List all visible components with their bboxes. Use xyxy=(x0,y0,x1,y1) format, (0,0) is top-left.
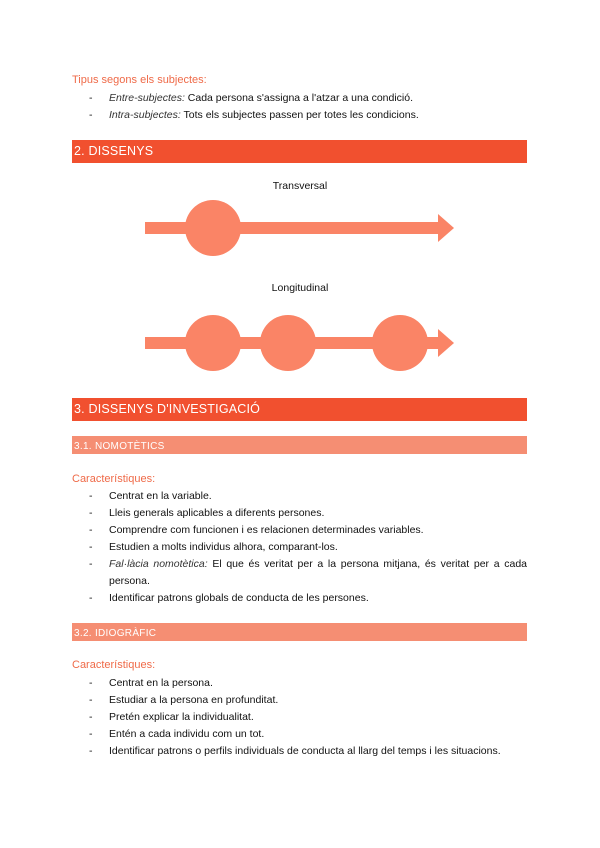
section-title: 3. DISSENYS D'INVESTIGACIÓ xyxy=(74,402,261,416)
list-term: Fal·làcia nomotètica: xyxy=(109,558,208,570)
subsection-header-nomotetics xyxy=(72,436,527,454)
list-dash: - xyxy=(89,109,93,121)
list-item: - Fal·làcia nomotètica: El que és veritat per a la persona mitjana, és veritat per a cada persona. xyxy=(89,558,528,587)
measure-point xyxy=(260,315,316,371)
idiografic-heading: Característiques: xyxy=(72,659,156,671)
measure-point xyxy=(185,315,241,371)
list-item: - Centrat en la variable. xyxy=(89,490,212,502)
longitudinal-label: Longitudinal xyxy=(271,282,329,294)
list-item: - Centrat en la persona. xyxy=(89,677,213,689)
list-text: El que és veritat per a la persona mitjana, és veritat per a cada persona. xyxy=(109,558,528,587)
list-item: - Identificar patrons o perfils individuals de conducta al llarg del temps i les situacions. xyxy=(89,745,501,757)
list-text: Entén a cada individu com un tot. xyxy=(109,728,265,740)
list-term: Entre-subjectes: xyxy=(109,92,185,104)
list-item: - Comprendre com funcionen i es relacionen determinades variables. xyxy=(89,524,424,536)
subsection-title: 3.1. NOMOTÈTICS xyxy=(74,441,165,452)
section-header-dissenys xyxy=(72,140,527,163)
transversal-label: Transversal xyxy=(272,180,328,192)
section-title: 2. DISSENYS xyxy=(74,144,154,158)
nomotetics-heading: Característiques: xyxy=(72,473,156,485)
intro-list xyxy=(89,90,419,124)
list-text: Comprendre com funcionen i es relacionen determinades variables. xyxy=(109,524,424,536)
list-text: Centrat en la variable. xyxy=(109,490,212,502)
list-item: - Pretén explicar la individualitat. xyxy=(89,711,254,723)
arrow-head-icon xyxy=(438,214,454,242)
subsection-header-idiografic xyxy=(72,623,527,641)
list-text: Estudien a molts individus alhora, comparant-los. xyxy=(109,541,338,553)
transversal-diagram xyxy=(0,195,600,265)
list-text: Identificar patrons globals de conducta de les persones. xyxy=(109,592,369,604)
list-item: - Estudien a molts individus alhora, comparant-los. xyxy=(89,541,338,553)
list-text: Estudiar a la persona en profunditat. xyxy=(109,694,279,706)
intro-heading: Tipus segons els subjectes: xyxy=(72,74,207,86)
list-term: Intra-subjectes: xyxy=(109,109,181,121)
list-item xyxy=(89,90,419,107)
list-text: Lleis generals aplicables a diferents persones. xyxy=(109,507,325,519)
measure-point xyxy=(372,315,428,371)
list-item: - Identificar patrons globals de conducta de les persones. xyxy=(89,592,369,604)
longitudinal-diagram xyxy=(0,305,600,380)
list-text: Centrat en la persona. xyxy=(109,677,213,689)
idiografic-list xyxy=(89,675,501,760)
nomotetics-list xyxy=(89,488,527,607)
list-item: - Entén a cada individu com un tot. xyxy=(89,728,265,740)
list-text: Identificar patrons o perfils individuals de conducta al llarg del temps i les situacions. xyxy=(109,745,501,757)
list-item: - Estudiar a la persona en profunditat. xyxy=(89,694,279,706)
list-text: Pretén explicar la individualitat. xyxy=(109,711,254,723)
list-item xyxy=(89,107,419,124)
measure-point xyxy=(185,200,241,256)
arrow-head-icon xyxy=(438,329,454,357)
list-item: - Lleis generals aplicables a diferents persones. xyxy=(89,507,325,519)
subsection-title: 3.2. IDIOGRÀFIC xyxy=(74,628,157,639)
list-dash: - xyxy=(89,92,93,104)
list-text: Tots els subjectes passen per totes les condicions. xyxy=(180,109,419,121)
list-text: Cada persona s'assigna a l'atzar a una condició. xyxy=(184,92,414,104)
section-header-dissenys-investigacio xyxy=(72,398,527,421)
